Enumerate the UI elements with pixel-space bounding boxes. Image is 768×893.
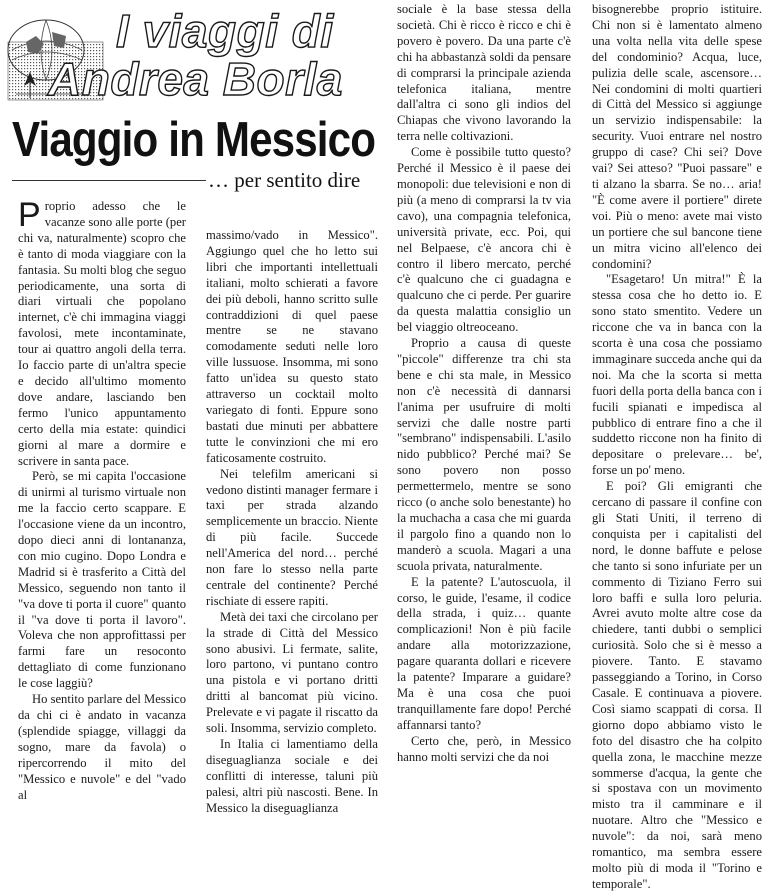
page-title: Viaggio in Messico <box>12 113 376 167</box>
paragraph: Come è possibile tutto questo? Perché il Messico è il paese dei monopoli: due televisioni e non di più (a meno di comprarsi la tv via cavo), una compagnia telefonica, università private, ecc. Poi, qui nel Belpaese, c'è ancora chi è contro il libero mercato, perché c'è qualcuno che ci guadagna e qualcuno che ci perde. Per guarire da questa malattia consiglio un bel viaggio oltreoceano. <box>397 145 571 335</box>
subtitle: … per sentito dire <box>208 168 361 192</box>
paragraph: Metà dei taxi che circolano per la strade di Città del Messico sono abusivi. Li fermate, salite, loro partono, vi puntano contro una pistola e vi portano dritti dritti al bancomat più vicino. Prelevate e vi pagate il riscatto da soli. Insomma, servizio completo. <box>206 609 378 736</box>
title-rule <box>12 180 206 181</box>
series-title-line1: I viaggi di <box>116 5 334 57</box>
paragraph: massimo/vado in Messico". Aggiungo quel che ho letto sui libri che importanti intellettuali italiani, molto schierati a favore dei più deboli, hanno scritto sulle contraddizioni di quel paese mentre se ne stavano comodamente seduti nelle loro ville lussuose. Insomma, mi sono fatto un'idea su questo stato attraverso un cocktail molto variegato di fonti. Eppure sono bastati due minuti per abbattere tutte le convinzioni che mi ero faticosamente costruito. <box>206 228 378 465</box>
article-column-3 <box>397 2 571 766</box>
article-column-1 <box>18 196 186 803</box>
paragraph: "Esagetaro! Un mitra!" È la stessa cosa che ho detto io. E sono stato smentito. Vedere un riccone che va in banca con la scorta è una cosa che possiamo immaginare succeda anche qui da noi. Ma che la scorta si metta fuori della porta della banca con i fucili spianati e impedisca al pubblico di entrare fino a che il suddetto riccone non ha finito di depositare o prelevare… be', forse un po' meno. <box>592 272 762 478</box>
article-column-4 <box>592 2 762 893</box>
paragraph: E la patente? L'autoscuola, il corso, le guide, l'esame, il codice della strada, i quiz… quante complicazioni! Non è più facile andare alla motorizzazione, pagare quaranta dollari e ricevere la patente? Imparare a guidare? Ma è una cosa che puoi tranquillamente fare dopo! Perché affannarsi tanto? <box>397 574 571 732</box>
paragraph: Però, se mi capita l'occasione di unirmi al turismo virtuale non me la faccio certo scappare. E l'occasione viene da un incontro, dopo dieci anni di lontananza, con mio cugino. Dopo Londra e Madrid si è trasferito a Città del Messico, seguendo non tanto il "va dove ti porta il cuore" quanto il "va dove ti porta il lavoro". Voleva che non approfittassi per farmi fare un resoconto dettagliato di come funzionano le cose laggiù? <box>18 469 186 691</box>
paragraph: In Italia ci lamentiamo della diseguaglianza sociale e dei conflitti di interesse, taluni più palesi, altri più nascosti. Bene. In Messico la diseguaglianza <box>206 737 378 815</box>
paragraph: Proprio adesso che le vacanze sono alle porte (per chi va, naturalmente) scopro che è tanto di moda viaggiare con la fantasia. Su molti blog che seguo periodicamente, una sorta di diari virtuali che popolano internet, c'è chi immagina viaggi favolosi, mete incontaminate, tour ai quattro angoli della terra. Io faccio parte di un'altra specie e decido all'ultimo momento dove andare, lasciando ben fermo l'unico appuntamento certo della mia estate: quindici giorni al mare a dormire e scrivere in santa pace. <box>18 196 186 468</box>
paragraph: Certo che, però, in Messico hanno molti servizi che da noi <box>397 733 571 764</box>
paragraph: sociale è la base stessa della società. Chi è ricco è ricco e chi è povero è povero. Da una parte c'è chi ha abbastanzà soldi da pensare di comprarsi la principale azienda telefonica italiana, mentre dall'altra ci sono gli indios del Chiapas che vivono lavorando la terra nelle coltivazioni. <box>397 2 571 144</box>
series-logo <box>6 2 374 104</box>
paragraph: Nei telefilm americani si vedono distinti manager fermare i taxi per strada alzando semplicemente un braccio. Niente di più facile. Succede nell'America del nord… perché non fare lo stesso nella parte centrale del continente? Perché rischiate di essere rapiti. <box>206 466 378 608</box>
paragraph: Ho sentito parlare del Messico da chi ci è andato in vacanza (splendide spiagge, villaggi da sogno, mare da favola) o ripercorrendo il mito del "Messico e nuvole" e del "vado al <box>18 692 186 802</box>
drop-cap: P <box>18 196 41 234</box>
paragraph: Proprio a causa di queste "piccole" differenze tra chi sta bene e chi sta male, in Messico non c'è necessità di dannarsi l'anima per usufruire di molti servizi che dalle nostre parti "sembrano" indispensabili. L'asilo nido pubblico? Perché mai? Se sono povero non posso permettermelo, mentre se sono ricco (o anche solo benestante) ho la muchacha a casa che mi guarda il pargolo fino a quando non lo manderò a scuola. Magari a una scuola privata, naturalmente. <box>397 336 571 573</box>
paragraph: E poi? Gli emigranti che cercano di passare il confine con gli Stati Uniti, il terreno di conquista per i capitalisti del nord, le donne baffute e pelose che tanto si sono infuriate per un commento di Tiziano Ferro sui loro baffi e sulla loro peluria. Avrei avuto molte altre cose da chiedere, tanti dubbi o semplici curiosità. Solo che si è messo a piovere. Tanto. E stavamo passeggiando a Torino, in Corso Casale. E continuava a piovere. Così siamo scappati di corsa. Il giorno dopo abbiamo visto le foto del disastro che ha colpito quella zona, le macchine mezze sommerse d'acqua, la gente che si spostava con un movimento misto tra il camminare e il nuotare. Altro che "Messico e nuvole": da noi, sarà meno romantico, ma sembra essere molto più di moda il "Torino e temporale". <box>592 479 762 891</box>
series-title-line2: Andrea Borla <box>48 53 343 105</box>
paragraph: bisognerebbe proprio istituire. Chi non si è lamentato almeno una volta nella vita delle spese del condominio? Acqua, luce, pulizia delle scale, ascensore… Nei condomini di molti quartieri di Città del Messico si aggiunge un servizio indispensabile: la security. Vuoi entrare nel nostro gruppo di case? Chi sei? Dove vai? Sei atteso? "Puoi passare" e ti alzano la sbarra. Se no… aria! "È come avere il portiere" direte voi. Più o meno: avete mai visto un portiere che sul bancone tiene un mitra vicino all'elenco dei condomini? <box>592 2 762 271</box>
article-column-2 <box>206 228 378 817</box>
